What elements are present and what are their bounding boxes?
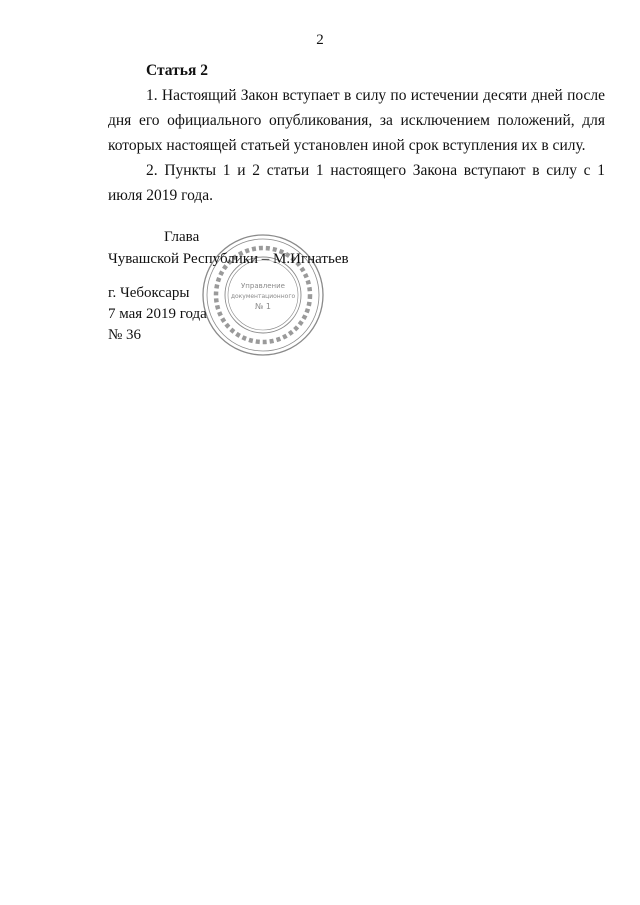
law-number: № 36: [108, 327, 142, 343]
signature-title: Глава: [164, 229, 200, 245]
page-number: 2: [316, 32, 324, 48]
place-date-block: [108, 283, 207, 346]
date: 7 мая 2019 года: [108, 306, 207, 322]
article-2: [108, 58, 605, 208]
seal-center-line-3: № 1: [255, 302, 271, 311]
article-paragraph-1: 1. Настоящий Закон вступает в силу по истечении десяти дней после дня его официального опубликования, за исключением положений, для которых настоящей статьей установлен иной срок вступления их в силу.: [108, 87, 605, 154]
signature-block: [108, 226, 408, 270]
seal-center-line-1: Управление: [241, 282, 285, 290]
city: г. Чебоксары: [108, 285, 190, 301]
signature-line: Чувашской Республики – М.Игнатьев: [108, 251, 349, 267]
article-paragraph-2: 2. Пункты 1 и 2 статьи 1 настоящего Закона вступают в силу с 1 июля 2019 года.: [108, 162, 605, 204]
article-heading: Статья 2: [146, 62, 208, 79]
seal-center-line-2: документационного: [230, 293, 296, 300]
